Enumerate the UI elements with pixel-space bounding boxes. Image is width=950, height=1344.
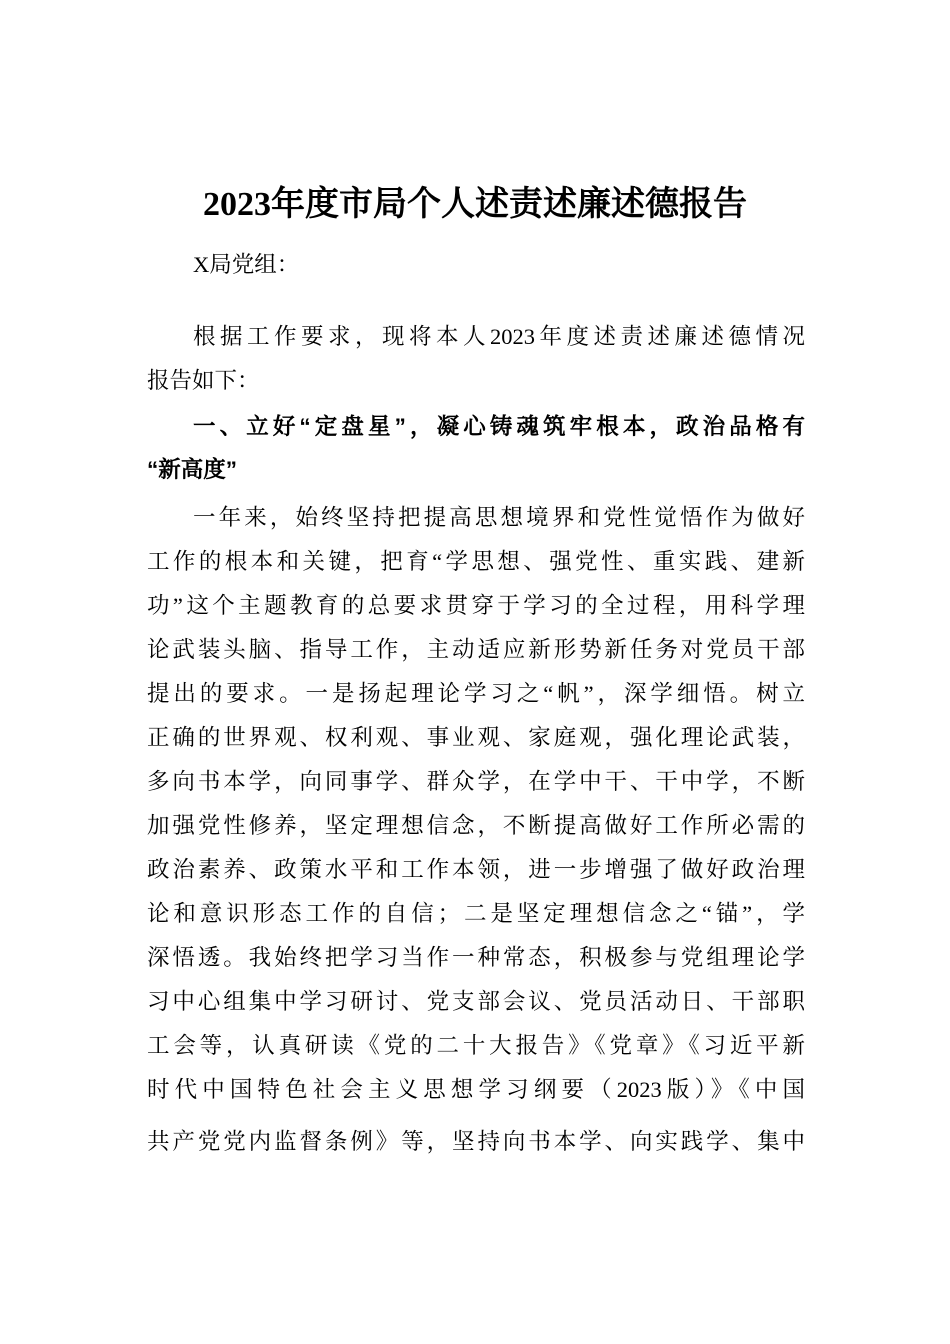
body-line: 正确的世界观、权利观、事业观、家庭观，强化理论武装，: [147, 725, 805, 750]
body-line: 工会等，认真研读《党的二十大报告》《党章》《习近平新: [147, 1033, 805, 1058]
section-heading: “新高度”: [147, 457, 238, 482]
salutation: X局党组：: [193, 252, 300, 277]
body-line: 深悟透。我始终把学习当作一种常态，积极参与党组理论学: [147, 945, 805, 970]
body-line: 一年来，始终坚持把提高思想境界和党性觉悟作为做好: [193, 505, 805, 530]
intro-line: 报告如下：: [147, 368, 260, 393]
body-line: 功”这个主题教育的总要求贯穿于学习的全过程，用科学理: [147, 593, 805, 618]
body-line: 时代中国特色社会主义思想学习纲要（2023版）》《中国: [147, 1077, 805, 1102]
intro-line: 根据工作要求，现将本人2023年度述责述廉述德情况: [193, 324, 805, 349]
body-line: 政治素养、政策水平和工作本领，进一步增强了做好政治理: [147, 857, 805, 882]
body-line: 多向书本学，向同事学、群众学，在学中干、干中学，不断: [147, 769, 805, 794]
body-line: 论武装头脑、指导工作，主动适应新形势新任务对党员干部: [147, 637, 805, 662]
body-line: 共产党党内监督条例》等，坚持向书本学、向实践学、集中: [147, 1129, 805, 1154]
document-title: 2023年度市局个人述责述廉述德报告: [203, 186, 747, 223]
section-heading: 一、立好“定盘星”，凝心铸魂筑牢根本，政治品格有: [193, 414, 805, 439]
body-line: 加强党性修养，坚定理想信念，不断提高做好工作所必需的: [147, 813, 805, 838]
body-line: 论和意识形态工作的自信；二是坚定理想信念之“锚”，学: [147, 901, 805, 926]
body-line: 工作的根本和关键，把育“学思想、强党性、重实践、建新: [147, 549, 805, 574]
body-line: 习中心组集中学习研讨、党支部会议、党员活动日、干部职: [147, 989, 805, 1014]
body-line: 提出的要求。一是扬起理论学习之“帆”，深学细悟。树立: [147, 681, 805, 706]
